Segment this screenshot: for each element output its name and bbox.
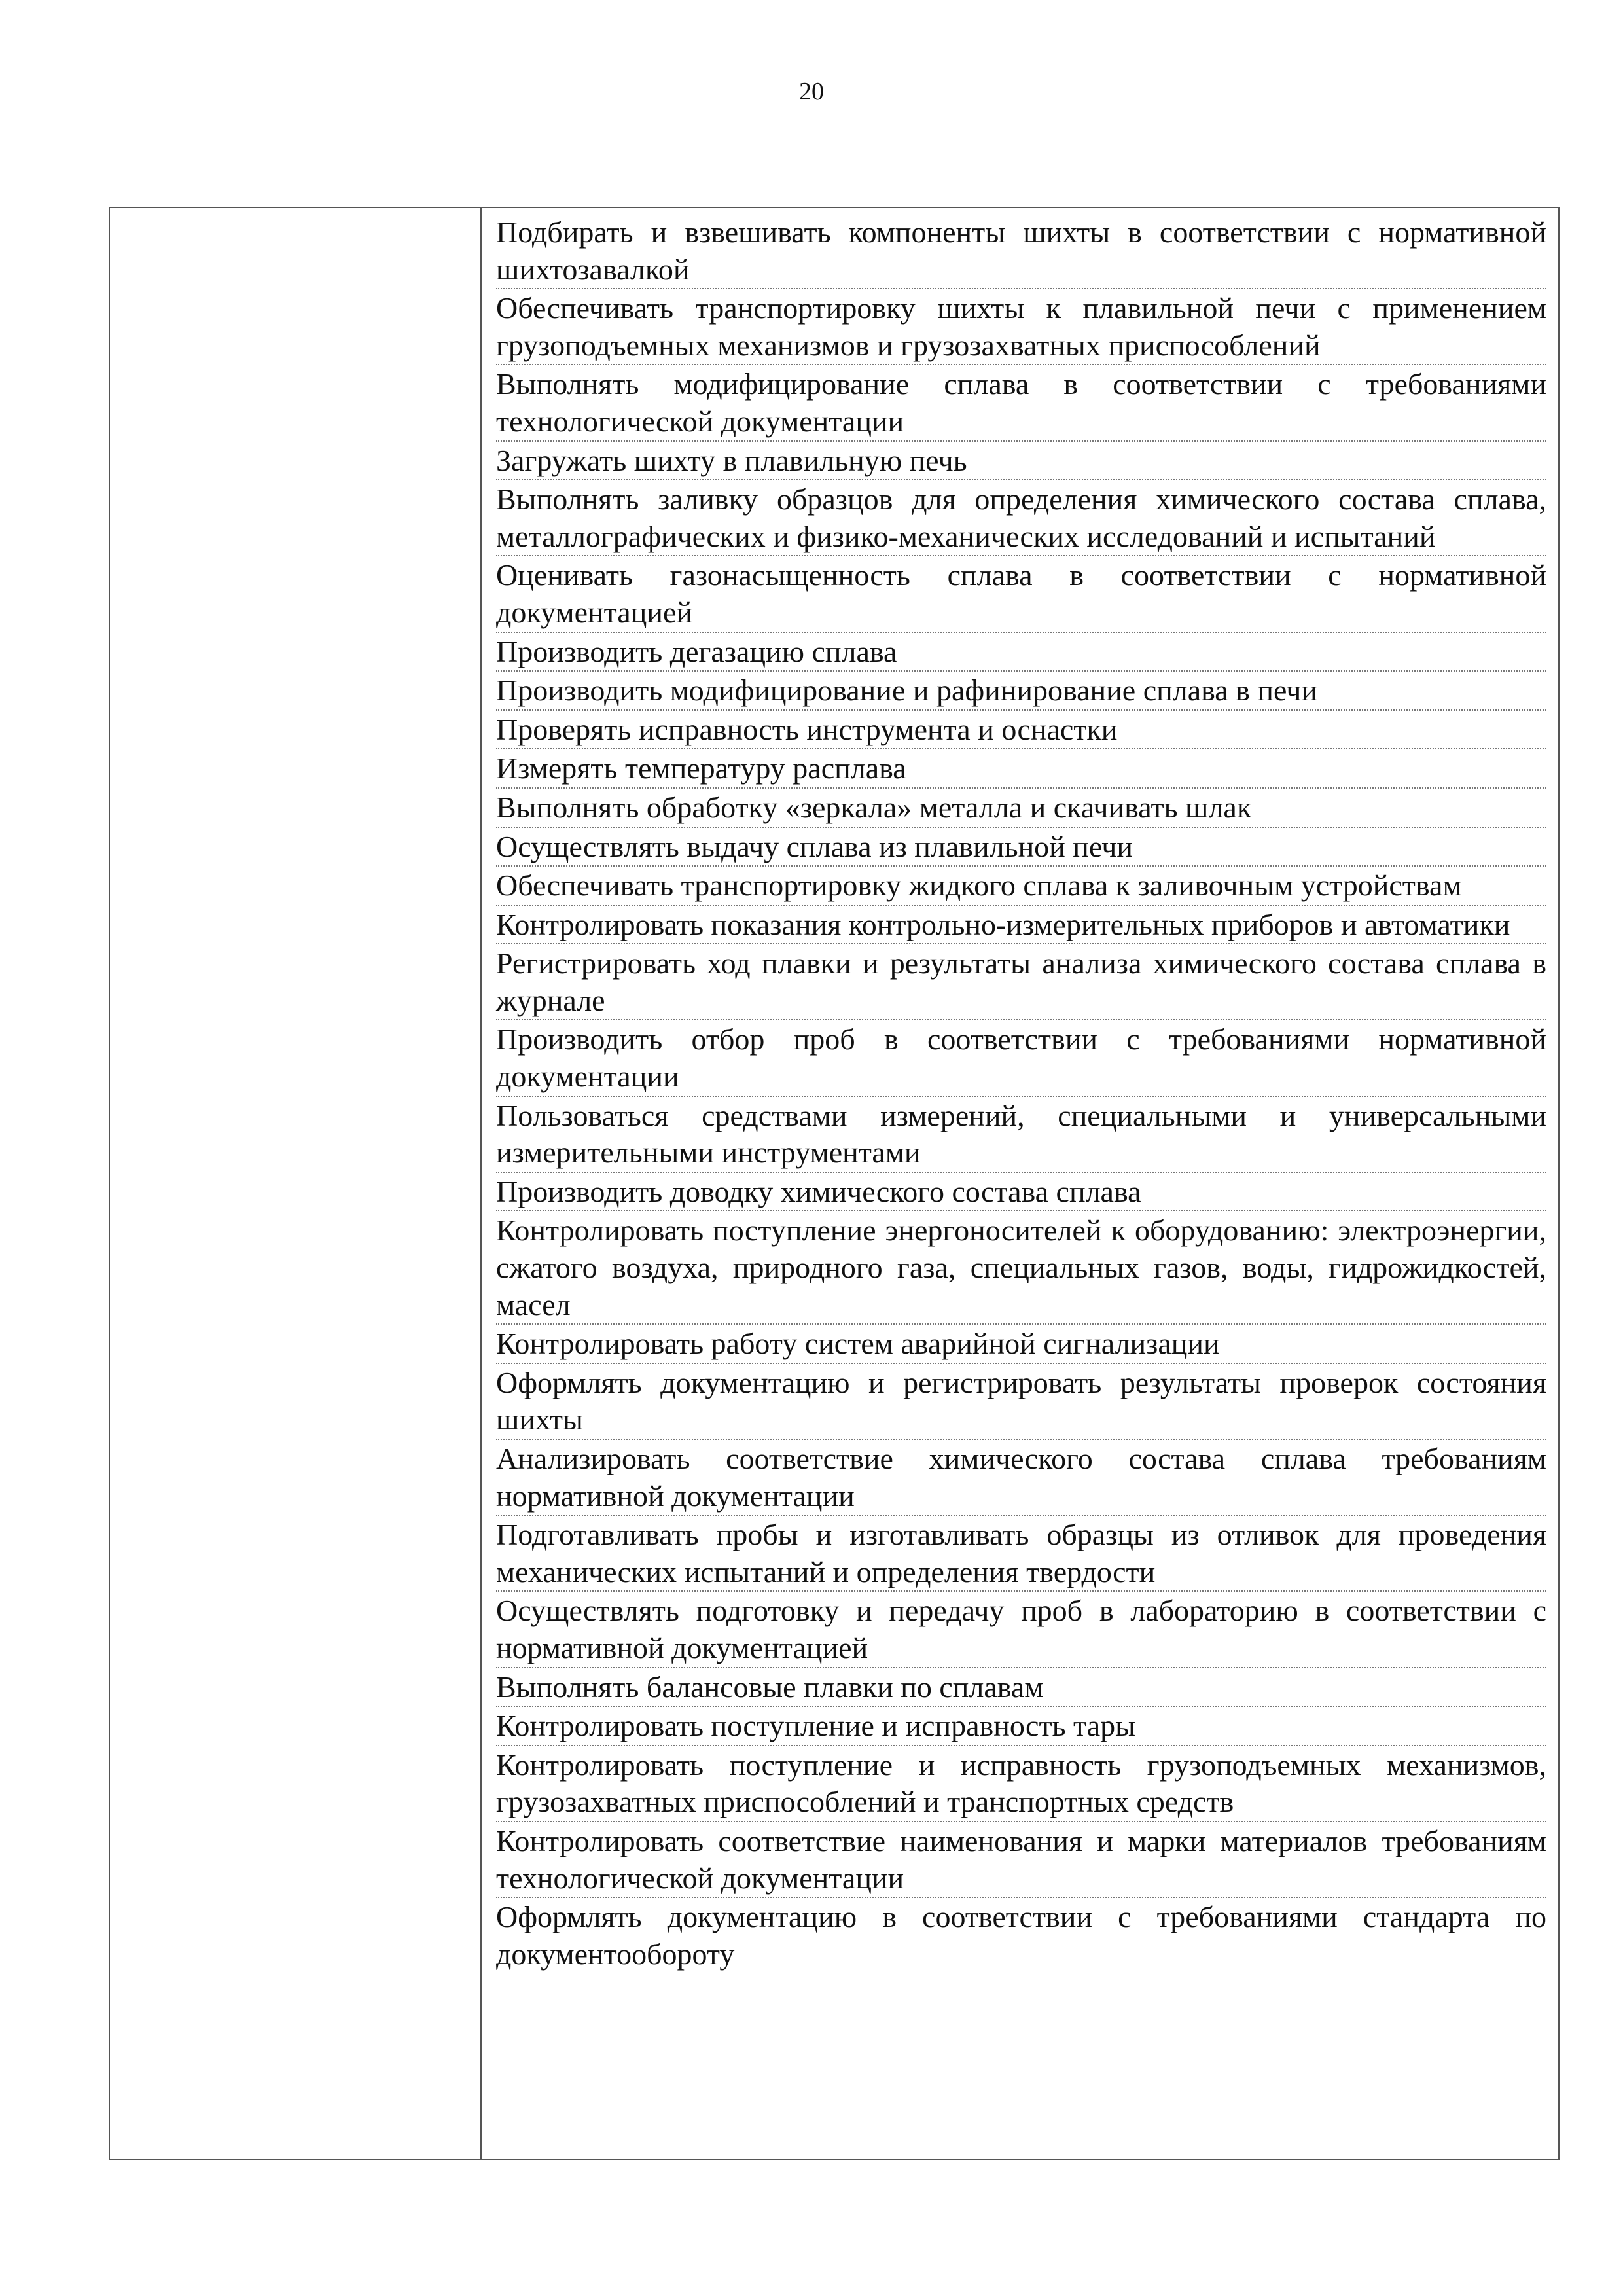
table-row: Производить модифицирование и рафинирование сплава в печи bbox=[496, 672, 1546, 711]
table-row: Контролировать работу систем аварийной сигнализации bbox=[496, 1325, 1546, 1364]
table-row: Пользоваться средствами измерений, специальными и универсальными измерительными инструментами bbox=[496, 1097, 1546, 1173]
table-row: Производить дегазацию сплава bbox=[496, 633, 1546, 672]
table-row: Подготавливать пробы и изготавливать образцы из отливок для проведения механических испытаний и определения твердости bbox=[496, 1516, 1546, 1592]
table-row: Контролировать поступление и исправность тары bbox=[496, 1707, 1546, 1746]
table-row: Обеспечивать транспортировку жидкого сплава к заливочным устройствам bbox=[496, 867, 1546, 906]
table-row: Регистрировать ход плавки и результаты анализа химического состава сплава в журнале bbox=[496, 944, 1546, 1020]
table-row: Загружать шихту в плавильную печь bbox=[496, 442, 1546, 481]
table-row: Осуществлять подготовку и передачу проб в лабораторию в соответствии с нормативной документацией bbox=[496, 1592, 1546, 1668]
table-row: Подбирать и взвешивать компоненты шихты в соответствии с нормативной шихтозавалкой bbox=[496, 213, 1546, 289]
table-row: Оценивать газонасыщенность сплава в соответствии с нормативной документацией bbox=[496, 556, 1546, 632]
table-row: Измерять температуру расплава bbox=[496, 749, 1546, 789]
table-row: Выполнять обработку «зеркала» металла и скачивать шлак bbox=[496, 789, 1546, 828]
table-row: Выполнять заливку образцов для определения химического состава сплава, металлографических и физико-механических исследований и испытаний bbox=[496, 480, 1546, 556]
table-row: Анализировать соответствие химического состава сплава требованиям нормативной документации bbox=[496, 1440, 1546, 1516]
table-row: Производить отбор проб в соответствии с требованиями нормативной документации bbox=[496, 1020, 1546, 1096]
table-row: Контролировать поступление и исправность грузоподъемных механизмов, грузозахватных приспособлений и транспортных средств bbox=[496, 1746, 1546, 1822]
table-right-column bbox=[482, 208, 1558, 2159]
table-row: Контролировать показания контрольно-измерительных приборов и автоматики bbox=[496, 906, 1546, 945]
table-row: Обеспечивать транспортировку шихты к плавильной печи с применением грузоподъемных механизмов и грузозахватных приспособлений bbox=[496, 289, 1546, 365]
page-number: 20 bbox=[799, 78, 824, 105]
table-row: Осуществлять выдачу сплава из плавильной печи bbox=[496, 828, 1546, 867]
table-row: Контролировать поступление энергоносителей к оборудованию: электроэнергии, сжатого воздуха, природного газа, специальных газов, воды, гидрожидкостей, масел bbox=[496, 1211, 1546, 1325]
table-row: Контролировать соответствие наименования и марки материалов требованиям технологической документации bbox=[496, 1822, 1546, 1898]
table-row: Выполнять балансовые плавки по сплавам bbox=[496, 1668, 1546, 1708]
table-row: Выполнять модифицирование сплава в соответствии с требованиями технологической документации bbox=[496, 365, 1546, 441]
skills-table bbox=[109, 207, 1560, 2160]
table-row: Производить доводку химического состава сплава bbox=[496, 1173, 1546, 1212]
table-row: Оформлять документацию в соответствии с требованиями стандарта по документообороту bbox=[496, 1900, 1546, 1971]
table-left-cell bbox=[110, 208, 482, 2159]
table-row: Проверять исправность инструмента и оснастки bbox=[496, 711, 1546, 750]
table-row: Оформлять документацию и регистрировать результаты проверок состояния шихты bbox=[496, 1364, 1546, 1440]
